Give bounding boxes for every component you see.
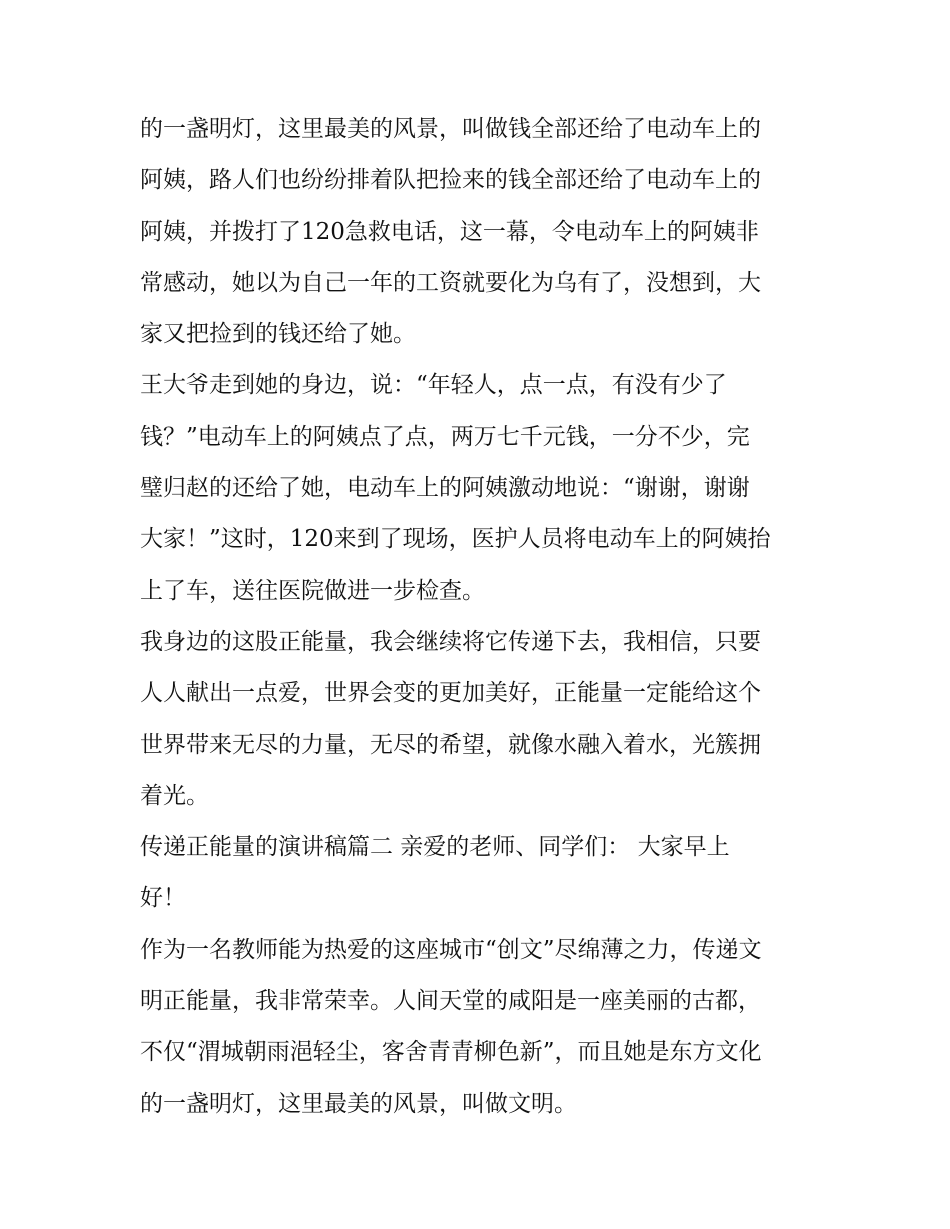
- text-line: 我身边的这股正能量，我会继续将它传递下去，我相信，只要: [140, 628, 761, 655]
- text-line: 世界带来无尽的力量，无尽的希望，就像水融入着水，光簇拥: [140, 731, 761, 758]
- text-line: 家又把捡到的钱还给了她。: [140, 321, 416, 348]
- text-line: 大家！”这时，120来到了现场，医护人员将电动车上的阿姨抬: [140, 526, 771, 553]
- text-line: 作为一名教师能为热爱的这座城市“创文”尽绵薄之力，传递文: [140, 936, 762, 963]
- text-line: 璧归赵的还给了她，电动车上的阿姨激动地说：“谢谢，谢谢: [140, 475, 750, 502]
- text-line: 钱？”电动车上的阿姨点了点，两万七千元钱，一分不少，完: [140, 423, 750, 450]
- text-line: 常感动，她以为自己一年的工资就要化为乌有了，没想到，大: [140, 269, 761, 296]
- text-line: 人人献出一点爱，世界会变的更加美好，正能量一定能给这个: [140, 680, 761, 707]
- text-line: 好！: [140, 885, 186, 912]
- text-line: 王大爷走到她的身边，说：“年轻人，点一点，有没有少了: [140, 372, 727, 399]
- text-line: 传递正能量的演讲稿篇二 亲爱的老师、同学们： 大家早上: [140, 834, 730, 861]
- text-line: 不仅“渭城朝雨浥轻尘，客舍青青柳色新”，而且她是东方文化: [140, 1039, 762, 1066]
- text-line: 阿姨，并拨打了120急救电话，这一幕，令电动车上的阿姨非: [140, 218, 759, 245]
- text-line: 上了车，送往医院做进一步检查。: [140, 577, 485, 604]
- document-body: [140, 104, 820, 1130]
- text-line: 的一盏明灯，这里最美的风景，叫做钱全部还给了电动车上的: [140, 116, 761, 142]
- text-line: 着光。: [140, 782, 209, 809]
- text-line: 阿姨，路人们也纷纷排着队把捡来的钱全部还给了电动车上的: [140, 167, 761, 194]
- text-line: 的一盏明灯，这里最美的风景，叫做文明。: [140, 1090, 577, 1117]
- text-line: 明正能量，我非常荣幸。人间天堂的咸阳是一座美丽的古都，: [140, 988, 761, 1015]
